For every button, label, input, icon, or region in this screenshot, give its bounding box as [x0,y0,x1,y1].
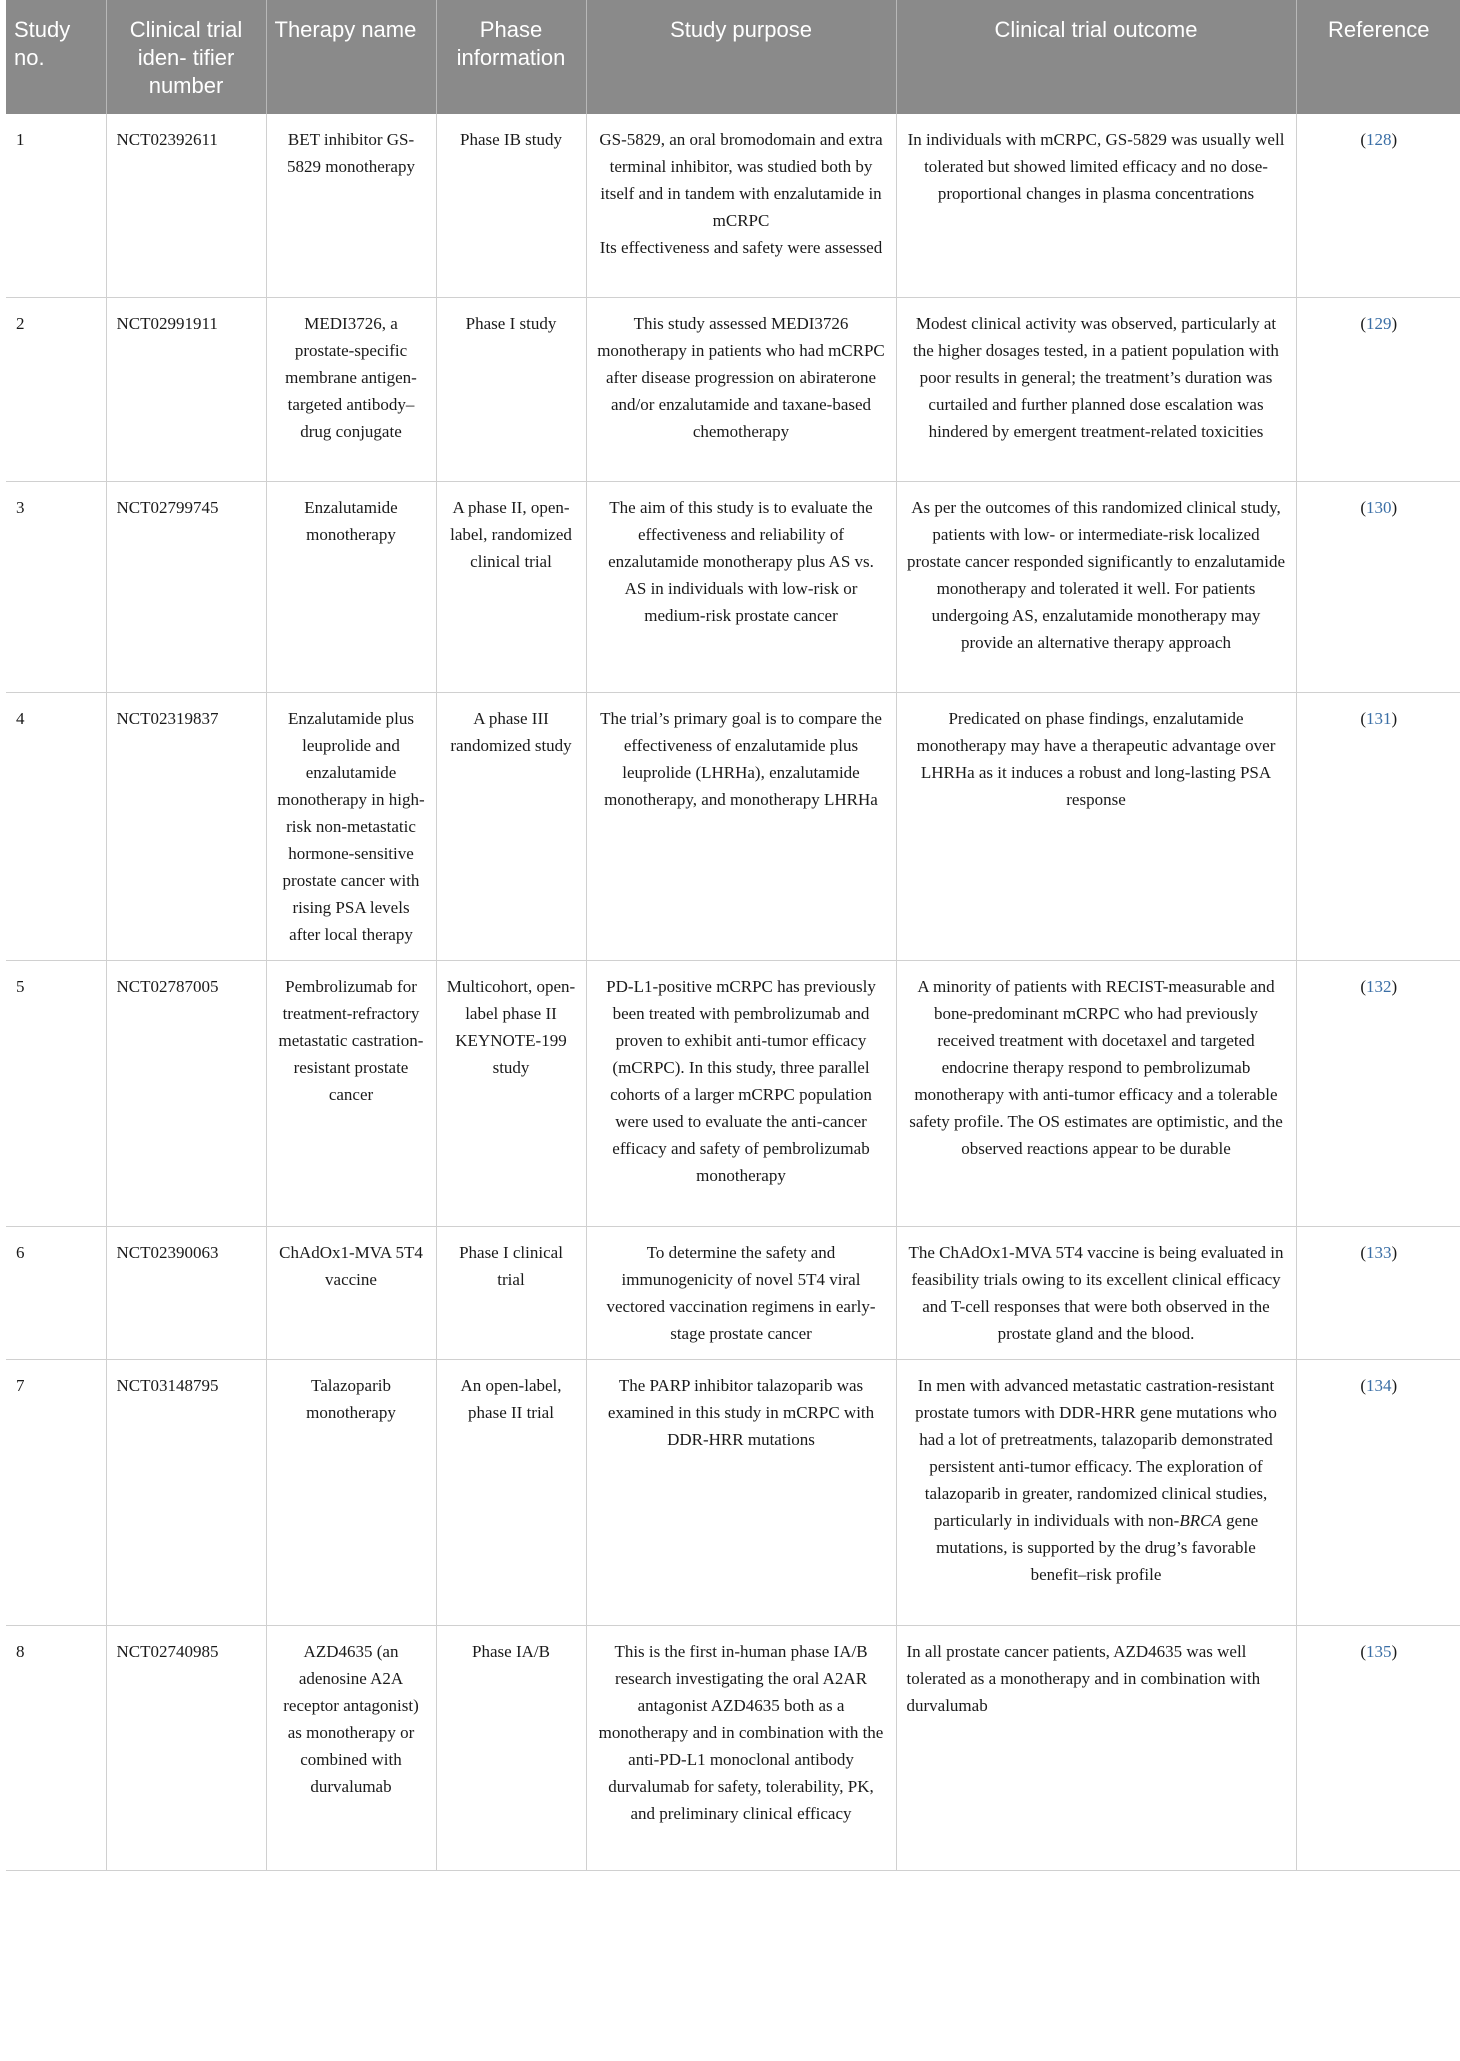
ref-paren-open: ( [1360,1375,1366,1395]
cell-identifier: NCT02787005 [106,960,266,1226]
cell-therapy: Enzalutamide monotherapy [266,481,436,692]
cell-phase: Phase IA/B [436,1625,586,1870]
cell-therapy: Talazoparib monotherapy [266,1359,436,1625]
cell-therapy: MEDI3726, a prostate-specific membrane antigen-targeted antibody–drug conjugate [266,297,436,481]
table-row [6,692,1460,960]
ref-paren-open: ( [1360,497,1366,517]
cell-phase: Phase I clinical trial [436,1226,586,1359]
reference-link[interactable]: 132 [1366,976,1392,996]
cell-purpose: This study assessed MEDI3726 monotherapy in patients who had mCRPC after disease progression on abiraterone and/or enzalutamide and taxane-based chemotherapy [586,297,896,481]
reference-link[interactable]: 134 [1366,1375,1392,1395]
table-row [6,481,1460,692]
cell-reference [1296,1226,1460,1359]
cell-identifier: NCT02390063 [106,1226,266,1359]
cell-phase: A phase III randomized study [436,692,586,960]
cell-reference [1296,960,1460,1226]
cell-phase: An open-label, phase II trial [436,1359,586,1625]
cell-phase: Phase I study [436,297,586,481]
ref-paren-close: ) [1391,130,1398,149]
cell-phase: Phase IB study [436,114,586,297]
cell-outcome [896,1359,1296,1625]
cell-outcome: In all prostate cancer patients, AZD4635 was well tolerated as a monotherapy and in combination with durvalumab [896,1625,1296,1870]
header-purpose: Study purpose [586,0,896,114]
ref-paren-close: ) [1391,708,1398,728]
table-row [6,297,1460,481]
cell-reference [1296,481,1460,692]
cell-identifier: NCT03148795 [106,1359,266,1625]
header-row [6,0,1460,114]
header-therapy: Therapy name [266,0,436,114]
ref-paren-open: ( [1360,976,1366,996]
header-outcome: Clinical trial outcome [896,0,1296,114]
cell-therapy: AZD4635 (an adenosine A2A receptor antagonist) as monotherapy or combined with durvalumab [266,1625,436,1870]
cell-study-no: 8 [6,1625,106,1870]
ref-paren-close: ) [1391,1242,1398,1262]
cell-phase: A phase II, open-label, randomized clinical trial [436,481,586,692]
outcome-text-part: In men with advanced metastatic castration-resistant prostate tumors with DDR-HRR gene mutations who had a lot of pretreatments, talazoparib demonstrated persistent anti-tumor efficacy. The exploration of talazoparib in greater, randomized clinical studies, particularly in individuals with non- [915,1375,1277,1530]
ref-paren-close: ) [1391,1641,1398,1661]
cell-outcome: The ChAdOx1-MVA 5T4 vaccine is being evaluated in feasibility trials owing to its excellent clinical efficacy and T-cell responses that were both observed in the prostate gland and the blood. [896,1226,1296,1359]
cell-purpose: PD-L1-positive mCRPC has previously been treated with pembrolizumab and proven to exhibit anti-tumor efficacy (mCRPC). In this study, three parallel cohorts of a larger mCRPC population were used to evaluate the anti-cancer efficacy and safety of pembrolizumab monotherapy [586,960,896,1226]
cell-identifier: NCT02991911 [106,297,266,481]
cell-reference [1296,1359,1460,1625]
outcome-text-part: gene mutations, is supported by the drug’s favorable benefit–risk profile [936,1510,1259,1584]
cell-reference [1296,1625,1460,1870]
reference-link[interactable]: 133 [1366,1242,1392,1262]
cell-study-no: 7 [6,1359,106,1625]
cell-outcome: In individuals with mCRPC, GS-5829 was usually well tolerated but showed limited efficacy and no dose-proportional changes in plasma concentrations [896,114,1296,297]
cell-therapy: BET inhibitor GS-5829 monotherapy [266,114,436,297]
cell-identifier: NCT02740985 [106,1625,266,1870]
table-row [6,1226,1460,1359]
cell-outcome: A minority of patients with RECIST-measurable and bone-predominant mCRPC who had previously received treatment with docetaxel and targeted endocrine therapy respond to pembrolizumab monotherapy with anti-tumor efficacy and a tolerable safety profile. The OS estimates are optimistic, and the observed reactions appear to be durable [896,960,1296,1226]
header-identifier: Clinical trial iden- tifier number [106,0,266,114]
header-reference: Reference [1296,0,1460,114]
cell-therapy: Pembrolizumab for treatment-refractory metastatic castration-resistant prostate cancer [266,960,436,1226]
cell-reference [1296,114,1460,297]
cell-study-no: 2 [6,297,106,481]
cell-study-no: 1 [6,114,106,297]
cell-reference [1296,692,1460,960]
cell-purpose: This is the first in-human phase IA/B research investigating the oral A2AR antagonist AZD4635 both as a monotherapy and in combination with the anti-PD-L1 monoclonal antibody durvalumab for safety, tolerability, PK, and preliminary clinical efficacy [586,1625,896,1870]
cell-study-no: 6 [6,1226,106,1359]
cell-purpose: The trial’s primary goal is to compare the effectiveness of enzalutamide plus leuprolide (LHRHa), enzalutamide monotherapy, and monotherapy LHRHa [586,692,896,960]
cell-identifier: NCT02319837 [106,692,266,960]
ref-paren-open: ( [1360,130,1366,149]
header-study-no: Study no. [6,0,106,114]
cell-purpose: The aim of this study is to evaluate the effectiveness and reliability of enzalutamide monotherapy plus AS vs. AS in individuals with low-risk or medium-risk prostate cancer [586,481,896,692]
cell-purpose: The PARP inhibitor talazoparib was examined in this study in mCRPC with DDR-HRR mutations [586,1359,896,1625]
ref-paren-open: ( [1360,1242,1366,1262]
reference-link[interactable]: 130 [1366,497,1392,517]
reference-link[interactable]: 135 [1366,1641,1392,1661]
cell-therapy: Enzalutamide plus leuprolide and enzalutamide monotherapy in high-risk non-metastatic hormone-sensitive prostate cancer with rising PSA levels after local therapy [266,692,436,960]
ref-paren-close: ) [1391,497,1398,517]
reference-link[interactable]: 129 [1366,313,1392,333]
ref-paren-open: ( [1360,708,1366,728]
ref-paren-open: ( [1360,1641,1366,1661]
reference-link[interactable]: 128 [1366,130,1392,149]
cell-identifier: NCT02392611 [106,114,266,297]
table-row [6,1625,1460,1870]
table-row [6,960,1460,1226]
clinical-trials-table [6,0,1460,1871]
cell-outcome: Predicated on phase findings, enzalutamide monotherapy may have a therapeutic advantage over LHRHa as it induces a robust and long-lasting PSA response [896,692,1296,960]
table-row [6,114,1460,297]
cell-outcome: As per the outcomes of this randomized clinical study, patients with low- or intermediate-risk localized prostate cancer responded significantly to enzalutamide monotherapy and tolerated it well. For patients undergoing AS, enzalutamide monotherapy may provide an alternative therapy approach [896,481,1296,692]
cell-outcome: Modest clinical activity was observed, particularly at the higher dosages tested, in a patient population with poor results in general; the treatment’s duration was curtailed and further planned dose escalation was hindered by emergent treatment-related toxicities [896,297,1296,481]
cell-reference [1296,297,1460,481]
ref-paren-close: ) [1391,1375,1398,1395]
cell-study-no: 5 [6,960,106,1226]
cell-identifier: NCT02799745 [106,481,266,692]
cell-purpose: GS-5829, an oral bromodomain and extra terminal inhibitor, was studied both by itself and in tandem with enzalutamide in mCRPC Its effectiveness and safety were assessed [586,114,896,297]
cell-study-no: 4 [6,692,106,960]
ref-paren-open: ( [1360,313,1366,333]
cell-purpose: To determine the safety and immunogenicity of novel 5T4 viral vectored vaccination regimens in early-stage prostate cancer [586,1226,896,1359]
outcome-gene-name: BRCA [1179,1510,1222,1530]
cell-phase: Multicohort, open-label phase II KEYNOTE-199 study [436,960,586,1226]
ref-paren-close: ) [1391,313,1398,333]
table-row [6,1359,1460,1625]
header-phase: Phase information [436,0,586,114]
cell-study-no: 3 [6,481,106,692]
cell-therapy: ChAdOx1-MVA 5T4 vaccine [266,1226,436,1359]
reference-link[interactable]: 131 [1366,708,1392,728]
ref-paren-close: ) [1391,976,1398,996]
